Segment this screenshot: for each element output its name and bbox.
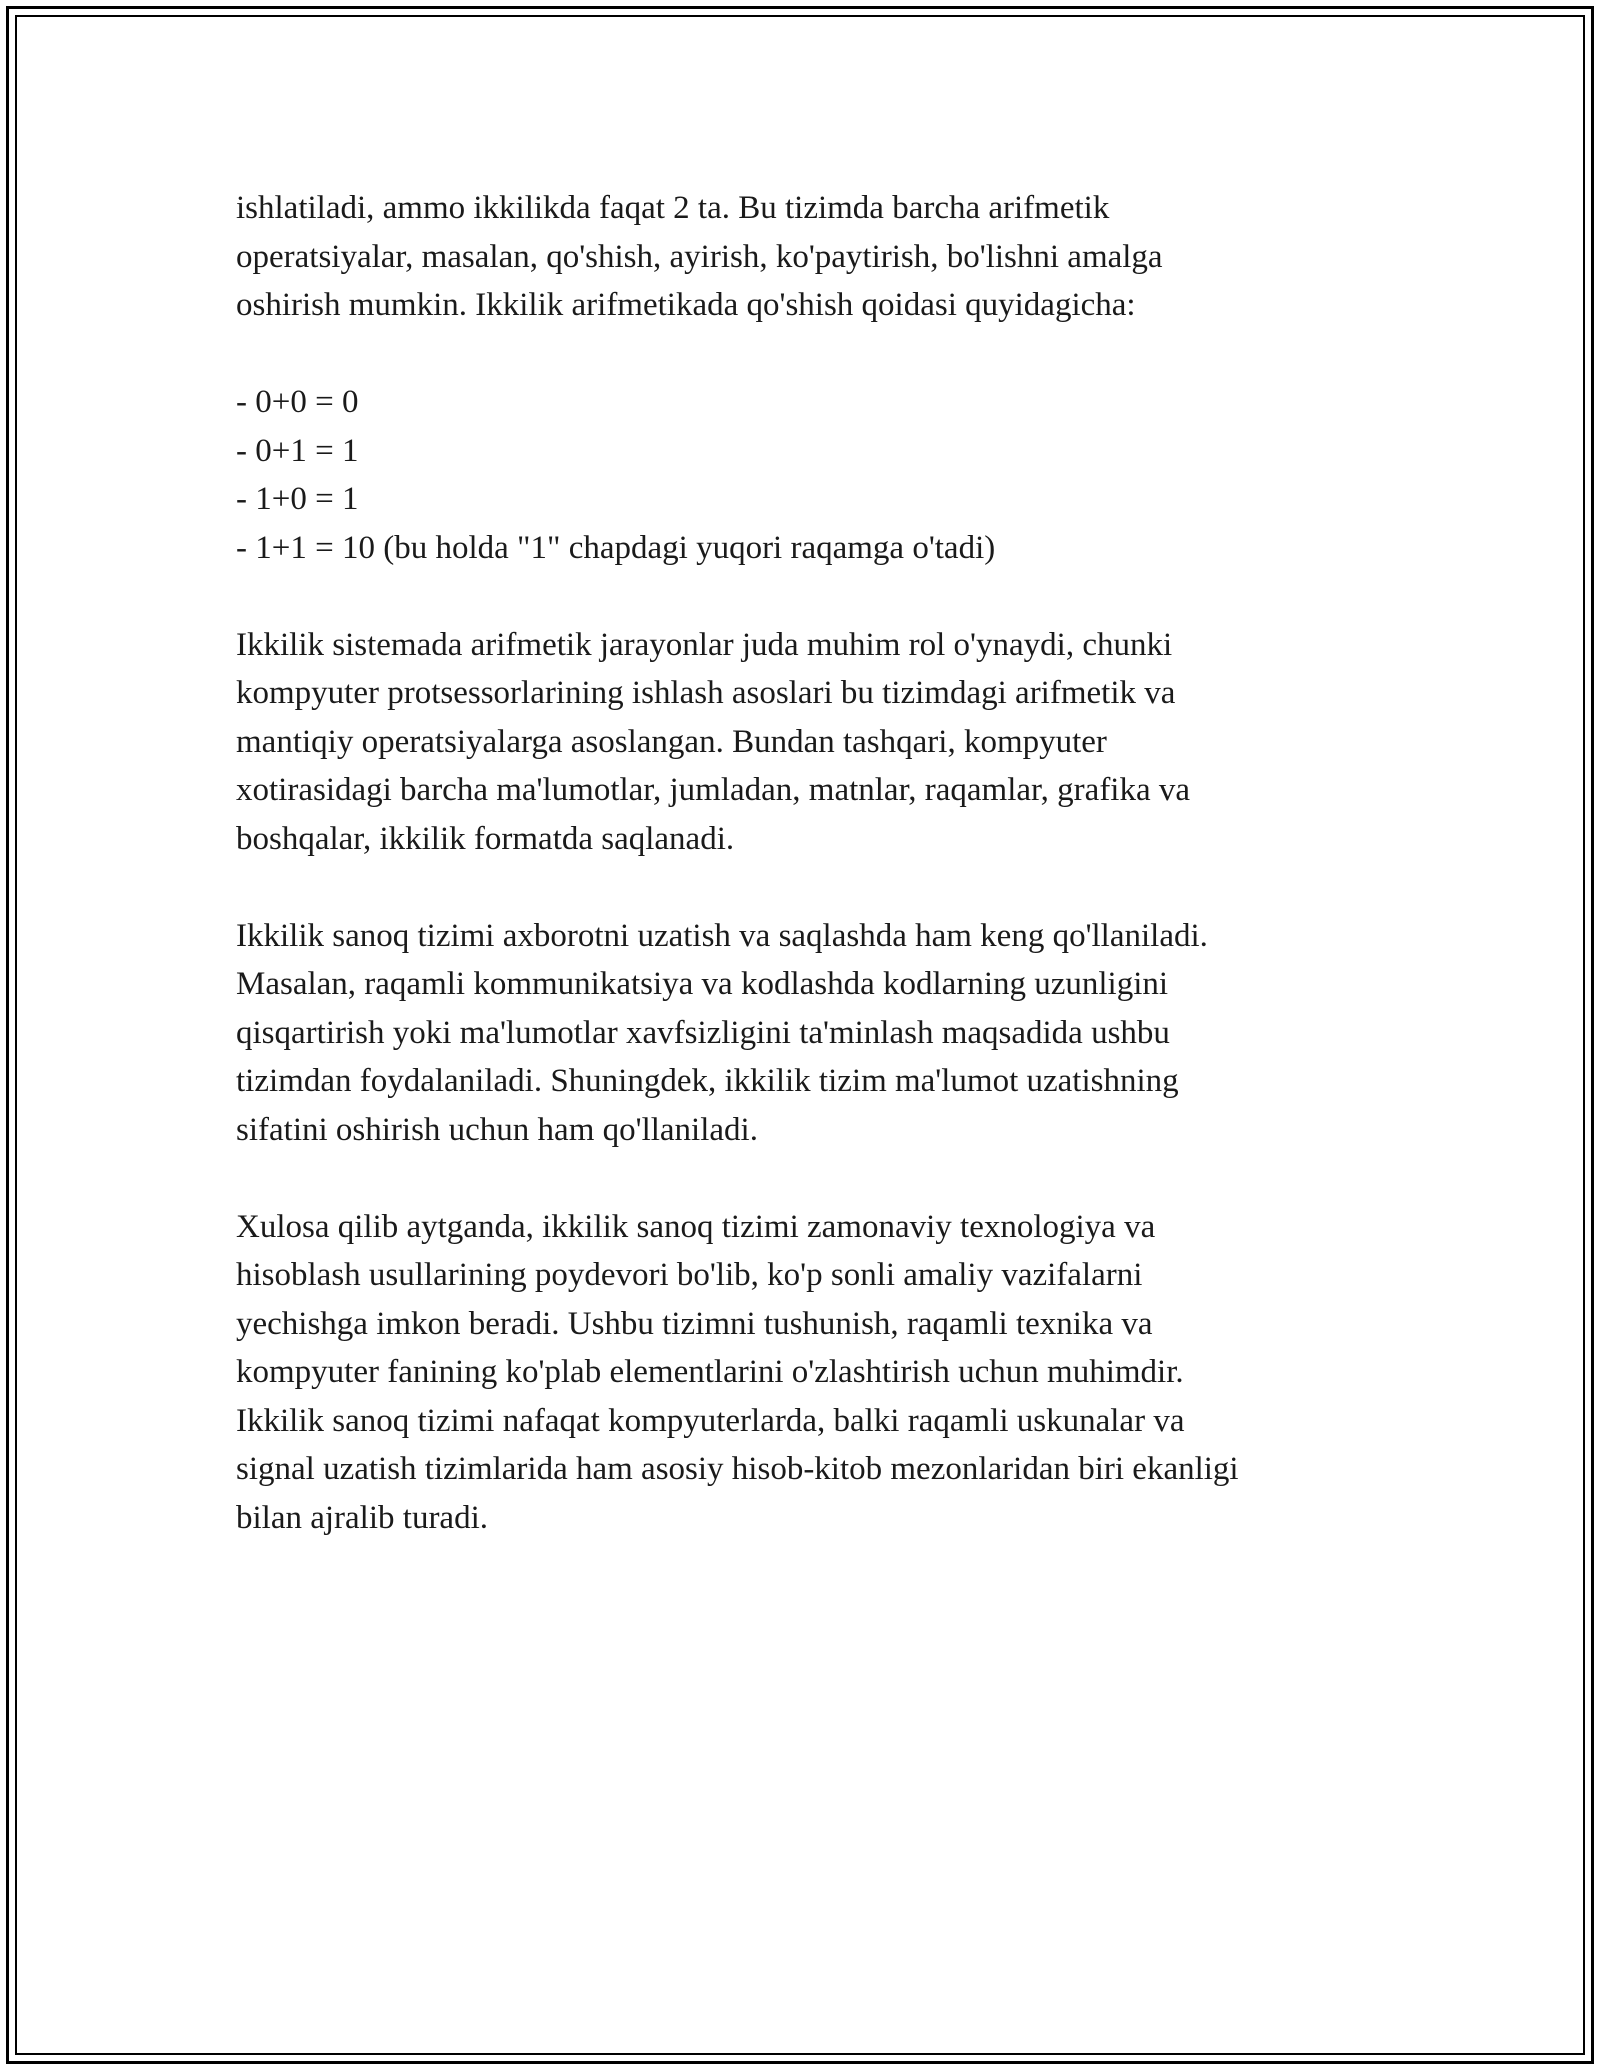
addition-rules-list xyxy=(236,378,1366,572)
paragraph-gap xyxy=(236,330,1366,379)
paragraph-arithmetic: Ikkilik sistemada arifmetik jarayonlar juda muhim rol o'ynaydi, chunki kompyuter protsessorlarining ishlash asoslari bu tizimdagi arifmetik va mantiqiy operatsiyalarga asoslangan. Bundan tashqari, kompyuter xotirasidagi barcha ma'lumotlar, jumladan, matnlar, raqamlar, grafika va boshqalar, ikkilik formatda saqlanadi. xyxy=(236,626,1191,857)
paragraph-communication: Ikkilik sanoq tizimi axborotni uzatish va saqlashda ham keng qo'llaniladi. Masalan, raqamli kommunikatsiya va kodlashda kodlarning uzunligini qisqartirish yoki ma'lumotlar xavfsizligini ta'minlash maqsadida ushbu tizimdan foydalaniladi. Shuningdek, ikkilik tizim ma'lumot uzatishning sifatini oshirish uchun ham qo'llaniladi. xyxy=(236,917,1208,1148)
rule-item: - 1+0 = 1 xyxy=(236,481,359,517)
rule-item: - 0+0 = 0 xyxy=(236,384,359,420)
paragraph-gap xyxy=(236,863,1366,912)
paragraph-gap xyxy=(236,572,1366,621)
paragraph-gap xyxy=(236,1154,1366,1203)
rule-item: - 1+1 = 10 (bu holda "1" chapdagi yuqori raqamga o'tadi) xyxy=(236,529,996,566)
document-body xyxy=(236,184,1366,1542)
paragraph-conclusion: Xulosa qilib aytganda, ikkilik sanoq tizimi zamonaviy texnologiya va hisoblash usullarining poydevori bo'lib, ko'p sonli amaliy vazifalarni yechishga imkon beradi. Ushbu tizimni tushunish, raqamli texnika va kompyuter fanining ko'plab elementlarini o'zlashtirish uchun muhimdir. Ikkilik sanoq tizimi nafaqat kompyuterlarda, balki raqamli uskunalar va signal uzatish tizimlarida ham asosiy hisob-kitob mezonlaridan biri ekanligi bilan ajralib turadi. xyxy=(236,1208,1239,1536)
rule-item: - 0+1 = 1 xyxy=(236,432,359,469)
paragraph-intro: ishlatiladi, ammo ikkilikda faqat 2 ta. Bu tizimda barcha arifmetik operatsiyalar, masalan, qo'shish, ayirish, ko'paytirish, bo'lishni amalga oshirish mumkin. Ikkilik arifmetikada qo'shish qoidasi quyidagicha: xyxy=(236,190,1163,323)
